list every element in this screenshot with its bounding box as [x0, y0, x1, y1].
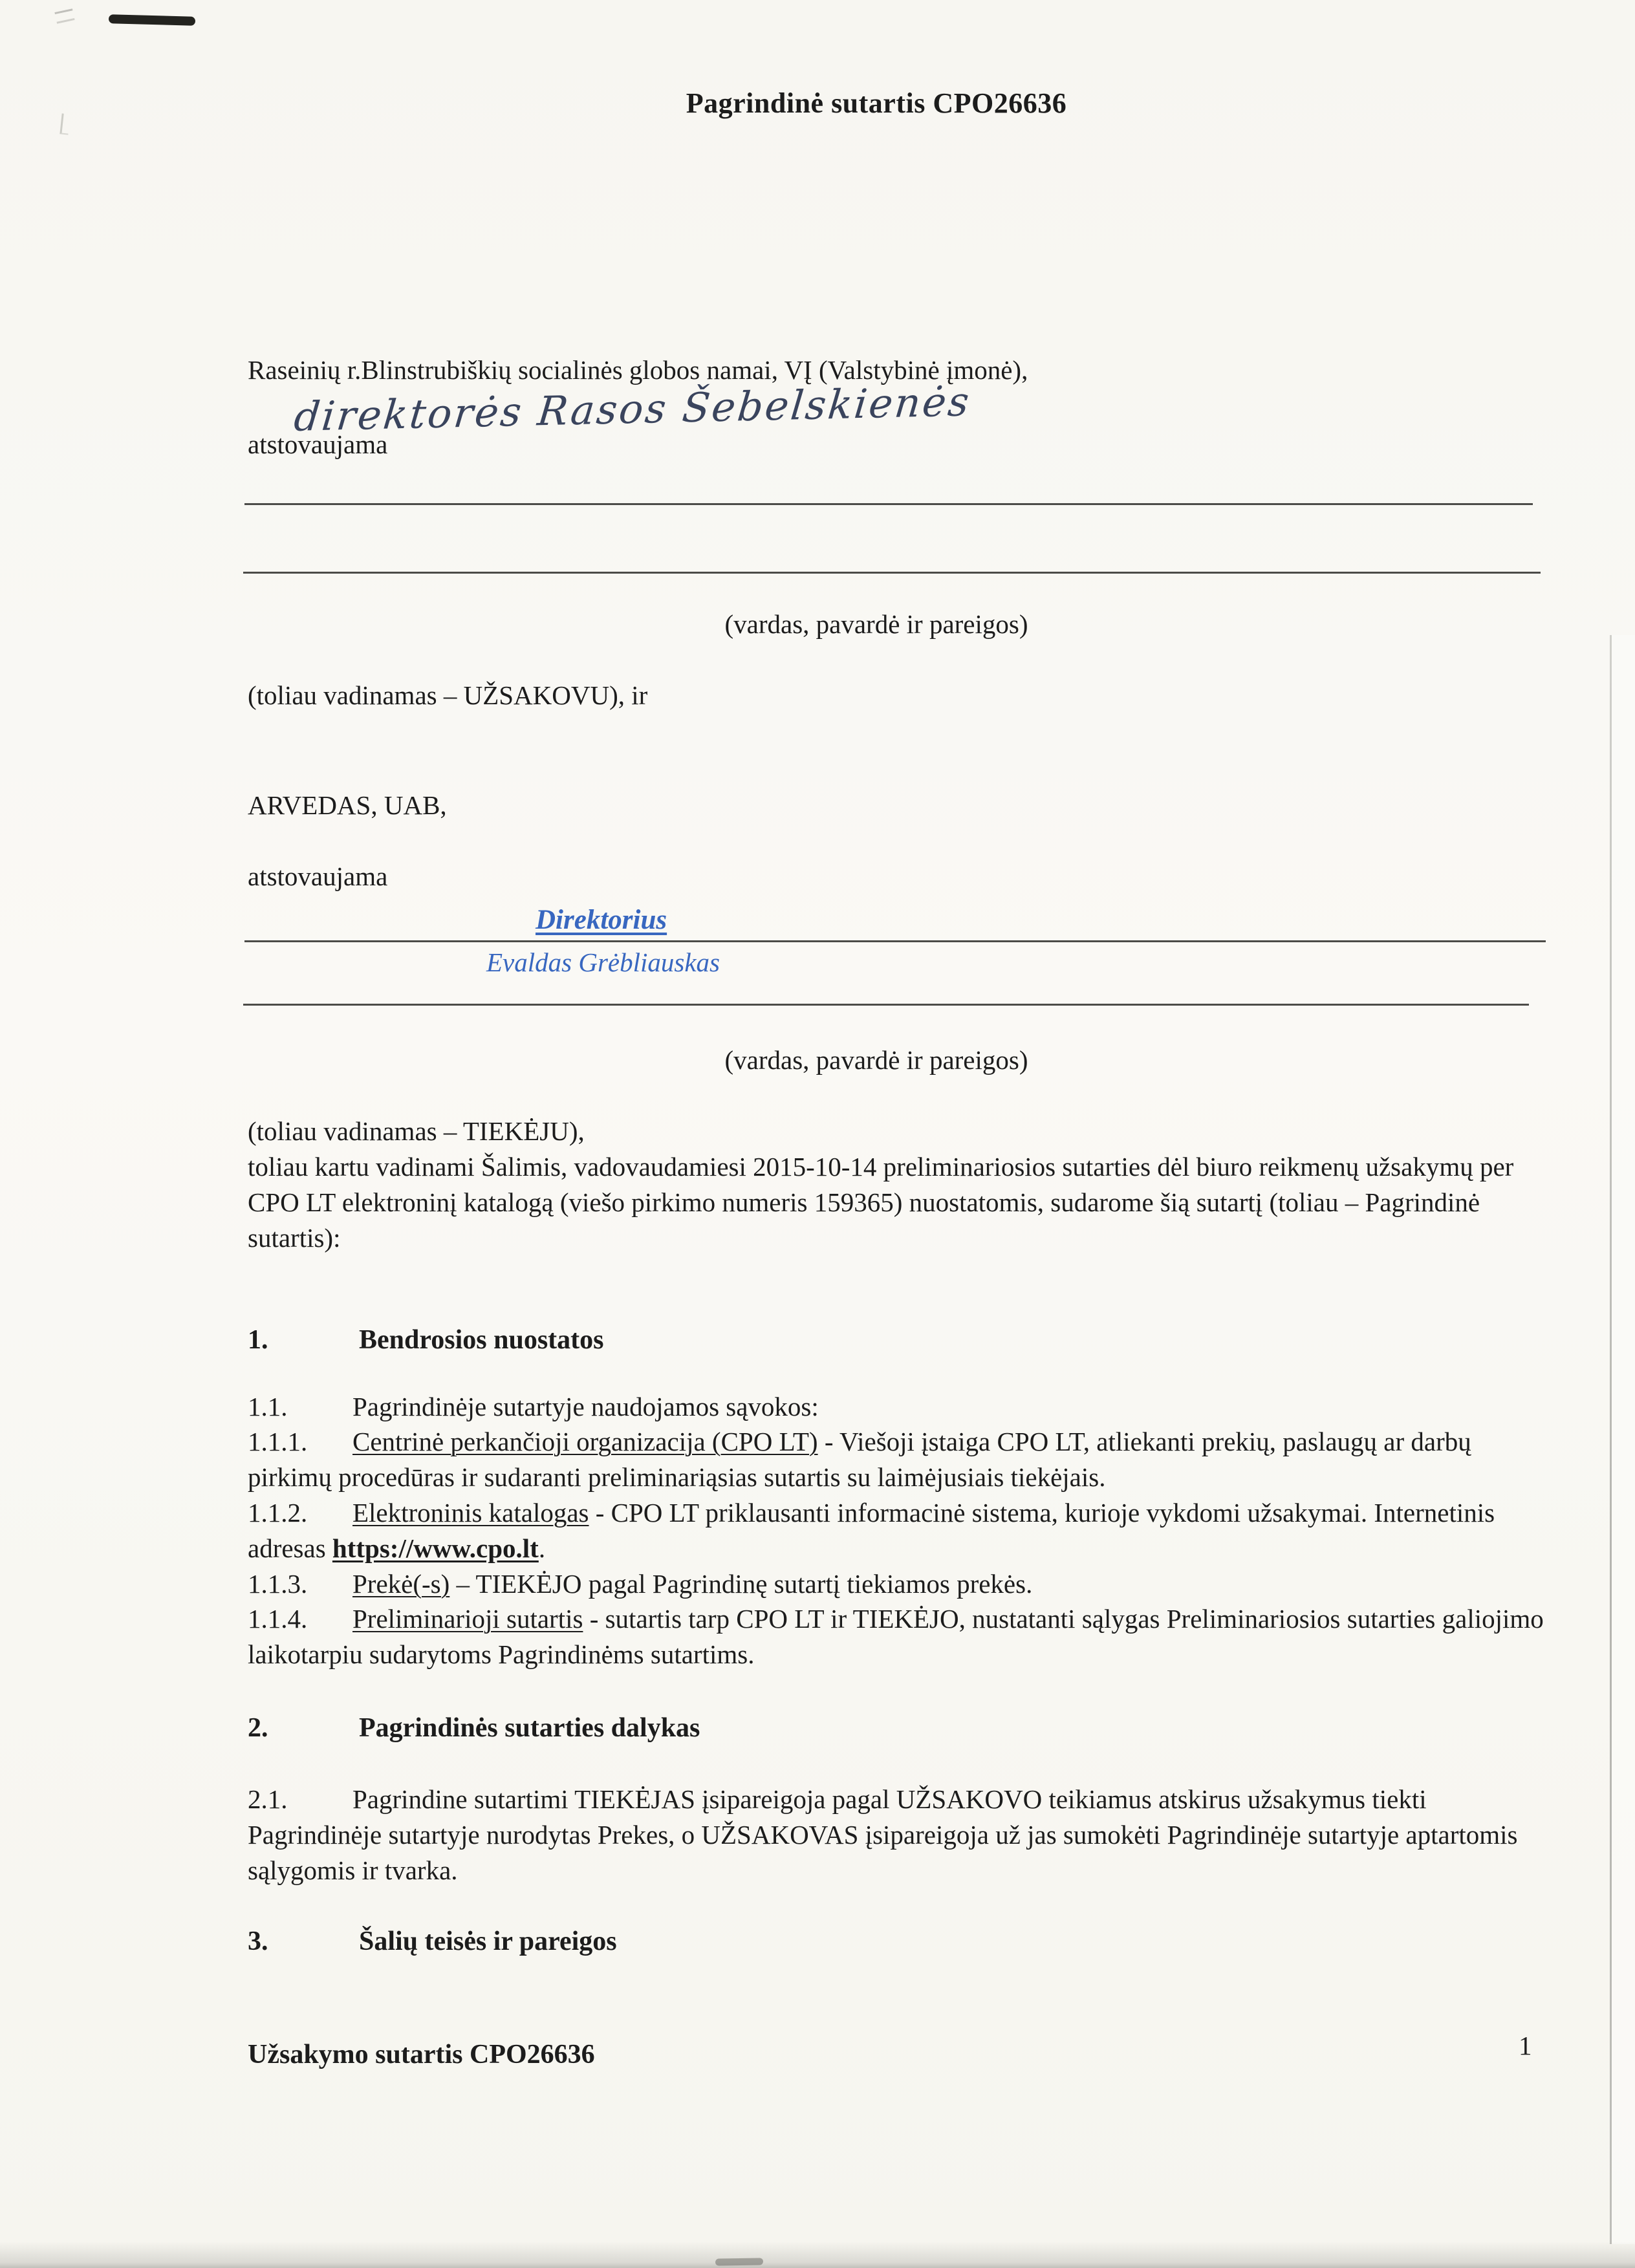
clause-1-1-3-text: – TIEKĖJO pagal Pagrindinę sutartį tiekiamos prekės.	[449, 1569, 1033, 1599]
clause-2-1-number: 2.1.	[248, 1784, 288, 1814]
signature-line-3	[244, 940, 1546, 942]
supplier-alias-line: (toliau vadinamas – TIEKĖJU),	[248, 1116, 585, 1146]
client-name: Raseinių r.Blinstrubiškių socialinės globos namai, VĮ (Valstybinė įmonė),	[248, 355, 1028, 385]
supplier-represented-label: atstovaujama	[248, 861, 388, 891]
section-3-title: Šalių teisės ir pareigos	[359, 1927, 617, 1956]
scan-artifact-bottom-smudge	[715, 2258, 763, 2265]
signature-line-2	[243, 572, 1541, 574]
clause-1-1-2	[248, 1495, 1554, 1566]
section-3-number: 3.	[248, 1927, 268, 1956]
client-alias-line: (toliau vadinamas – UŽSAKOVU), ir	[248, 680, 648, 710]
section-2-heading	[248, 1711, 1554, 1746]
document-title: Pagrindinė sutartis CPO26636	[686, 87, 1067, 119]
cpo-url-text: https://www.cpo.lt	[332, 1533, 539, 1563]
signature-line-4	[243, 1004, 1529, 1006]
clause-1-1-3-number: 1.1.3.	[248, 1569, 308, 1599]
clause-1-1-1-text: - Viešoji įstaiga CPO LT, atliekanti prekių, paslaugų ar darbų pirkimų procedūras ir sudaranti preliminariąsias sutartis su laimėjusiais tiekėjais.	[248, 1427, 1471, 1492]
clause-1-1-2-number: 1.1.2.	[248, 1498, 308, 1528]
section-2-number: 2.	[248, 1713, 268, 1743]
signature-line-1	[244, 503, 1533, 505]
clause-1-1-4-text: - sutartis tarp CPO LT ir TIEKĖJO, nustatanti sąlygas Preliminariosios sutarties galiojimo laikotarpiu sudarytoms Pagrindinėms sutartims.	[248, 1604, 1544, 1669]
clause-1-1-number: 1.1.	[248, 1392, 288, 1421]
clause-1-1-2-term: Elektroninis katalogas	[352, 1498, 589, 1528]
clause-1-1-4	[248, 1601, 1554, 1672]
supplier-signature-caption: (vardas, pavardė ir pareigos)	[724, 1045, 1028, 1075]
paper-bottom-shadow	[0, 2241, 1635, 2268]
page-number: 1	[1519, 2031, 1532, 2060]
clause-1-1-1-term: Centrinė perkančioji organizacija (CPO LT)	[352, 1427, 818, 1456]
scan-artifact-pencil-mark-left	[60, 113, 70, 135]
section-2-title: Pagrindinės sutarties dalykas	[359, 1713, 700, 1743]
scan-artifact-marker-dash	[109, 14, 195, 26]
client-handwritten-signature: direktorės Rasos Šebelskienės	[292, 378, 973, 440]
clause-1-1-3	[248, 1566, 1554, 1602]
clause-2-1	[248, 1782, 1554, 1888]
supplier-stamp-title: Direktorius	[536, 905, 667, 935]
section-1-heading	[248, 1323, 1554, 1358]
clause-1-1-4-term: Preliminarioji sutartis	[352, 1604, 583, 1634]
clause-1-1-2-text: - CPO LT priklausanti informacinė sistema, kurioje vykdomi užsakymai. Internetinis adresas	[248, 1498, 1495, 1563]
clause-1-1-1	[248, 1424, 1554, 1495]
scan-artifact-pencil-mark-top	[54, 8, 74, 23]
clause-1-1	[248, 1389, 1554, 1425]
section-1-number: 1.	[248, 1325, 268, 1355]
section-3-heading	[248, 1924, 1554, 1960]
clause-1-1-3-term: Prekė(-s)	[352, 1569, 450, 1599]
clause-1-1-text: Pagrindinėje sutartyje naudojamos sąvokos:	[352, 1392, 819, 1421]
client-represented-label: atstovaujama	[248, 429, 388, 459]
clause-1-1-4-number: 1.1.4.	[248, 1604, 308, 1634]
paper-edge-area	[1612, 635, 1635, 2244]
clause-1-1-2-tail: .	[538, 1533, 546, 1563]
clause-1-1-1-number: 1.1.1.	[248, 1427, 308, 1456]
footer-document-ref: Užsakymo sutartis CPO26636	[248, 2040, 595, 2069]
supplier-name: ARVEDAS, UAB,	[248, 790, 447, 820]
section-1-title: Bendrosios nuostatos	[359, 1325, 604, 1355]
client-signature-caption: (vardas, pavardė ir pareigos)	[724, 609, 1028, 639]
paper-edge-line	[1610, 635, 1612, 2244]
clause-2-1-text: Pagrindine sutartimi TIEKĖJAS įsipareigoja pagal UŽSAKOVO teikiamus atskirus užsakymus tiekti Pagrindinėje sutartyje nurodytas Prekes, o UŽSAKOVAS įsipareigoja už jas sumokėti Pagrindinėje sutartyje aptartomis sąlygomis ir tvarka.	[248, 1784, 1518, 1885]
preamble-paragraph: toliau kartu vadinami Šalimis, vadovaudamiesi 2015-10-14 preliminariosios sutarties dėl biuro reikmenų užsakymų per CPO LT elektroninį katalogą (viešo pirkimo numeris 159365) nuostatomis, sudarome šią sutartį (toliau – Pagrindinė sutartis):	[248, 1152, 1514, 1253]
supplier-stamp-name: Evaldas Grėbliauskas	[486, 947, 720, 977]
